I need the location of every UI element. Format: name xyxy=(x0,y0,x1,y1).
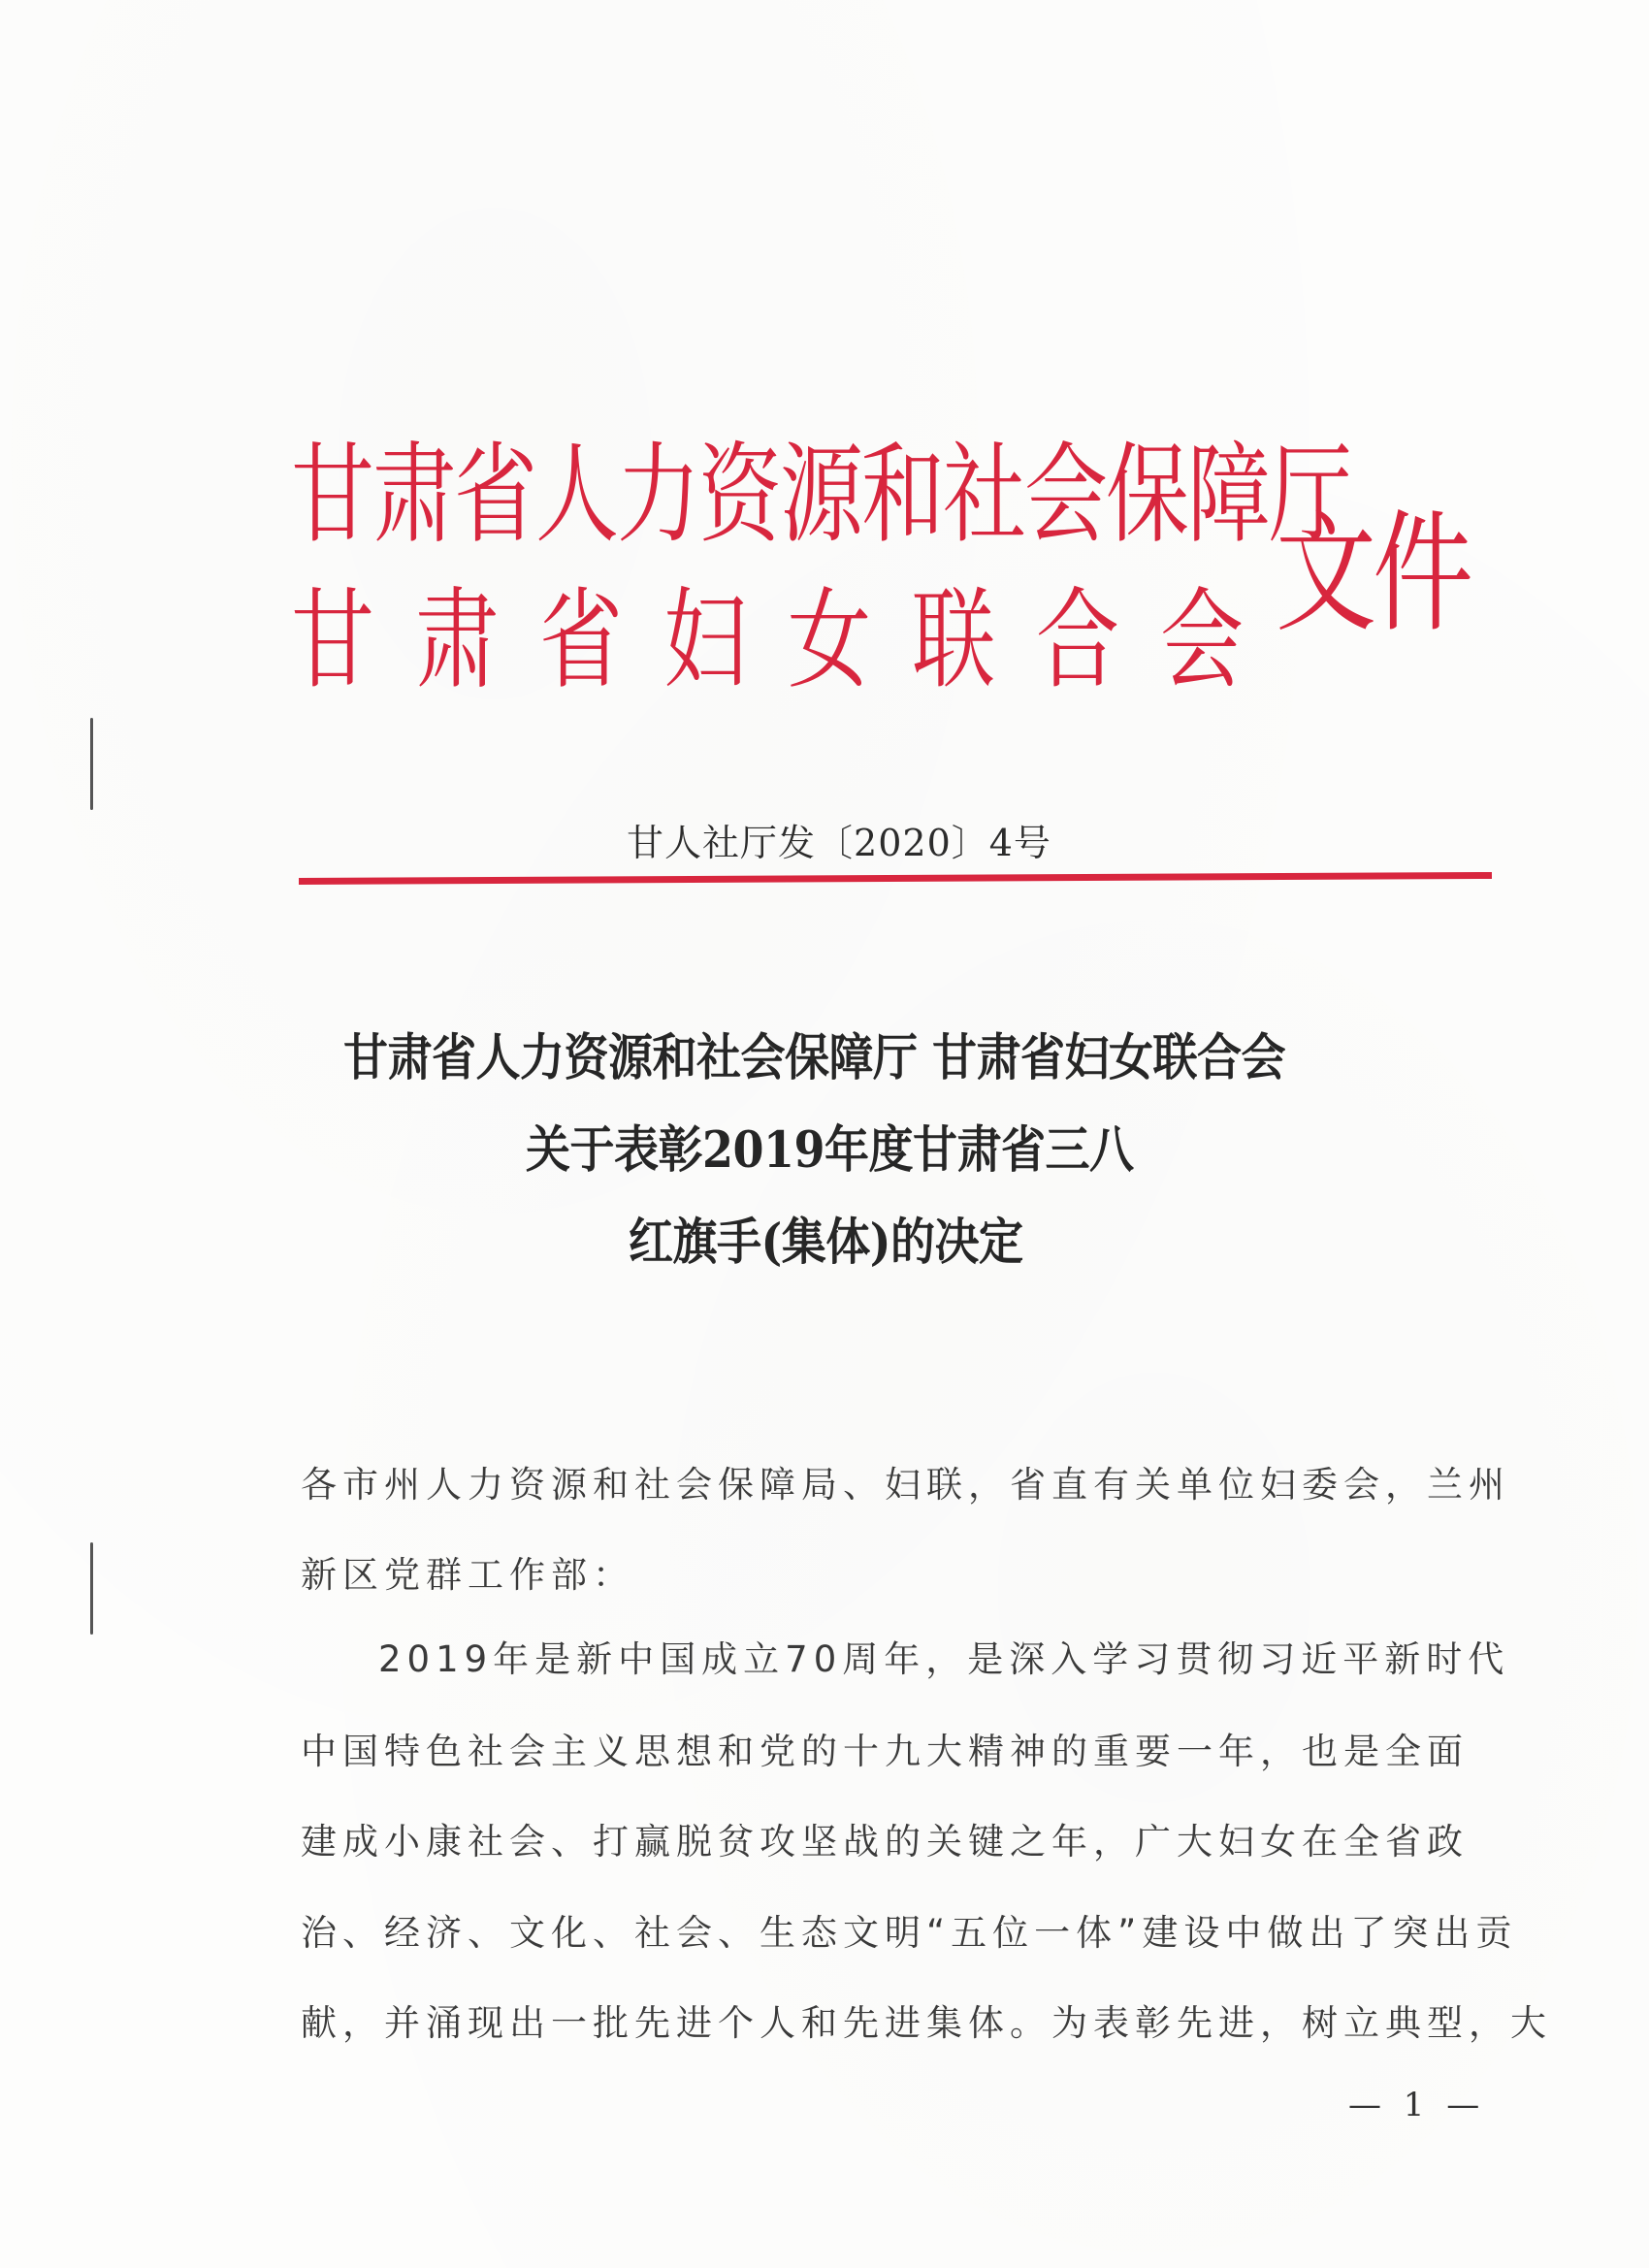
title-line-2: 关于表彰2019年度甘肃省三八 xyxy=(526,1120,1134,1180)
body-line-2: 中国特色社会主义思想和党的十九大精神的重要一年，也是全面 xyxy=(301,1731,1469,1772)
punch-mark-bottom xyxy=(90,1542,93,1635)
body-line-3: 建成小康社会、打赢脱贫攻坚战的关键之年，广大妇女在全省政 xyxy=(301,1821,1469,1863)
red-separator-line xyxy=(299,872,1492,885)
masthead-document-label: 文件 xyxy=(1276,496,1471,651)
page-number: — 1 — xyxy=(1348,2086,1486,2124)
masthead-org-womens-federation: 甘肃省妇女联合会 xyxy=(291,578,1284,704)
punch-mark-top xyxy=(90,718,93,810)
masthead xyxy=(291,407,1513,704)
addressee-line-1: 各市州人力资源和社会保障局、妇联，省直有关单位妇委会，兰州 xyxy=(301,1464,1510,1506)
body-line-1: 2019年是新中国成立70周年，是深入学习贯彻习近平新时代 xyxy=(378,1638,1510,1680)
addressee-line-2: 新区党群工作部： xyxy=(301,1554,634,1596)
body-line-5: 献，并涌现出一批先进个人和先进集体。为表彰先进，树立典型，大 xyxy=(301,2002,1552,2044)
masthead-org-hrss: 甘肃省人力资源和社会保障厅 xyxy=(291,433,1350,559)
document-number: 甘人社厅发〔2020〕4号 xyxy=(627,822,1051,864)
title-line-3: 红旗手(集体)的决定 xyxy=(629,1213,1023,1272)
body-line-4: 治、经济、文化、社会、生态文明“五位一体”建设中做出了突出贡 xyxy=(301,1912,1518,1954)
title-line-1: 甘肃省人力资源和社会保障厅 甘肃省妇女联合会 xyxy=(343,1028,1286,1087)
